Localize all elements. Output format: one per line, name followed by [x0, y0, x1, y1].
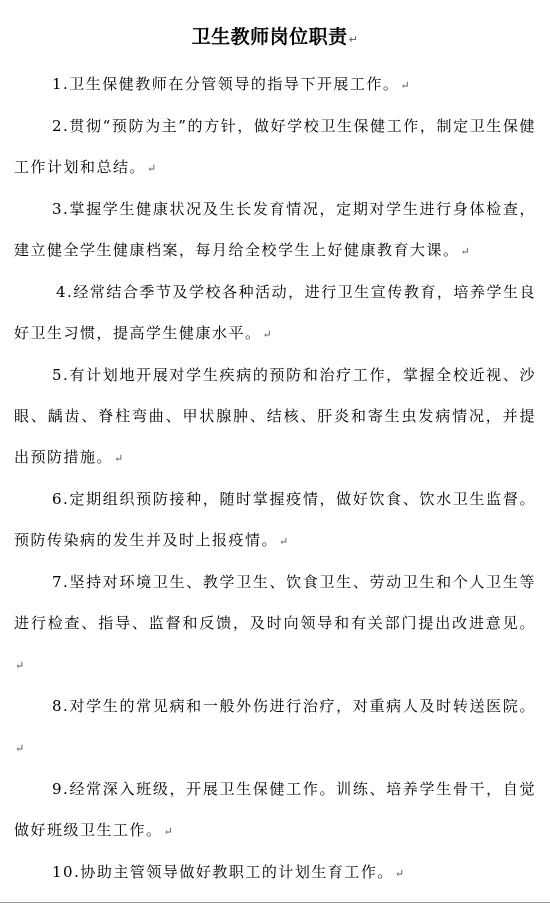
duty-text: 1.卫生保健教师在分管领导的指导下开展工作。 [52, 75, 400, 93]
paragraph-mark-icon: ↵ [279, 535, 290, 548]
paragraph-mark-icon: ↵ [114, 452, 125, 465]
duty-text: 6.定期组织预防接种，随时掌握疫情，做好饮食、饮水卫生监督。预防传染病的发生并及时上报疫情。 [14, 490, 536, 549]
paragraph-mark-icon: ↵ [147, 162, 158, 175]
title-text: 卫生教师岗位职责 [191, 26, 348, 48]
duty-text: 8.对学生的常见病和一般外伤进行治疗，对重病人及时转送医院。 [52, 697, 536, 715]
duty-item-6 [14, 479, 536, 562]
paragraph-mark-icon: ↵ [460, 245, 472, 258]
duty-text: 4.经常结合季节及学校各种活动，进行卫生宣传教育，培养学生良好卫生习惯，提高学生健康水平。 [14, 283, 536, 342]
duty-item-3 [14, 189, 536, 272]
paragraph-mark-icon: ↵ [348, 33, 359, 46]
duty-item-4 [14, 272, 536, 355]
duty-item-7 [14, 562, 536, 686]
duty-text: 10.协助主管领导做好教职工的计划生育工作。 [52, 863, 394, 881]
duty-list [14, 64, 536, 894]
paragraph-mark-icon: ↵ [400, 79, 412, 92]
duty-item-8 [14, 686, 536, 769]
duty-item-10 [14, 852, 536, 894]
duty-item-1 [14, 64, 536, 106]
paragraph-mark-icon: ↵ [15, 742, 26, 755]
duty-text: 5.有计划地开展对学生疾病的预防和治疗工作，掌握全校近视、沙眼、龋齿、脊柱弯曲、甲状腺肿、结核、肝炎和寄生虫发病情况，并提出预防措施。 [14, 366, 536, 466]
duty-text: 7.坚持对环境卫生、教学卫生、饮食卫生、劳动卫生和个人卫生等进行检查、指导、监督和反馈，及时向领导和有关部门提出改进意见。 [14, 573, 536, 632]
duty-text: 3.掌握学生健康状况及生长发育情况，定期对学生进行身体检查，建立健全学生健康档案，每月给全校学生上好健康教育大课。 [14, 200, 536, 259]
paragraph-mark-icon: ↵ [163, 825, 175, 838]
duty-text: 9.经常深入班级，开展卫生保健工作。训练、培养学生骨干，自觉做好班级卫生工作。 [14, 780, 536, 839]
document-title [0, 22, 550, 55]
duty-item-9 [14, 769, 536, 852]
duty-item-2 [14, 106, 536, 189]
duty-item-5 [14, 355, 536, 479]
paragraph-mark-icon: ↵ [394, 867, 406, 880]
paragraph-mark-icon: ↵ [262, 328, 274, 341]
duty-text: 2.贯彻“预防为主”的方针，做好学校卫生保健工作，制定卫生保健工作计划和总结。 [14, 117, 536, 176]
paragraph-mark-icon: ↵ [15, 659, 26, 672]
page-bottom-divider [0, 902, 550, 903]
